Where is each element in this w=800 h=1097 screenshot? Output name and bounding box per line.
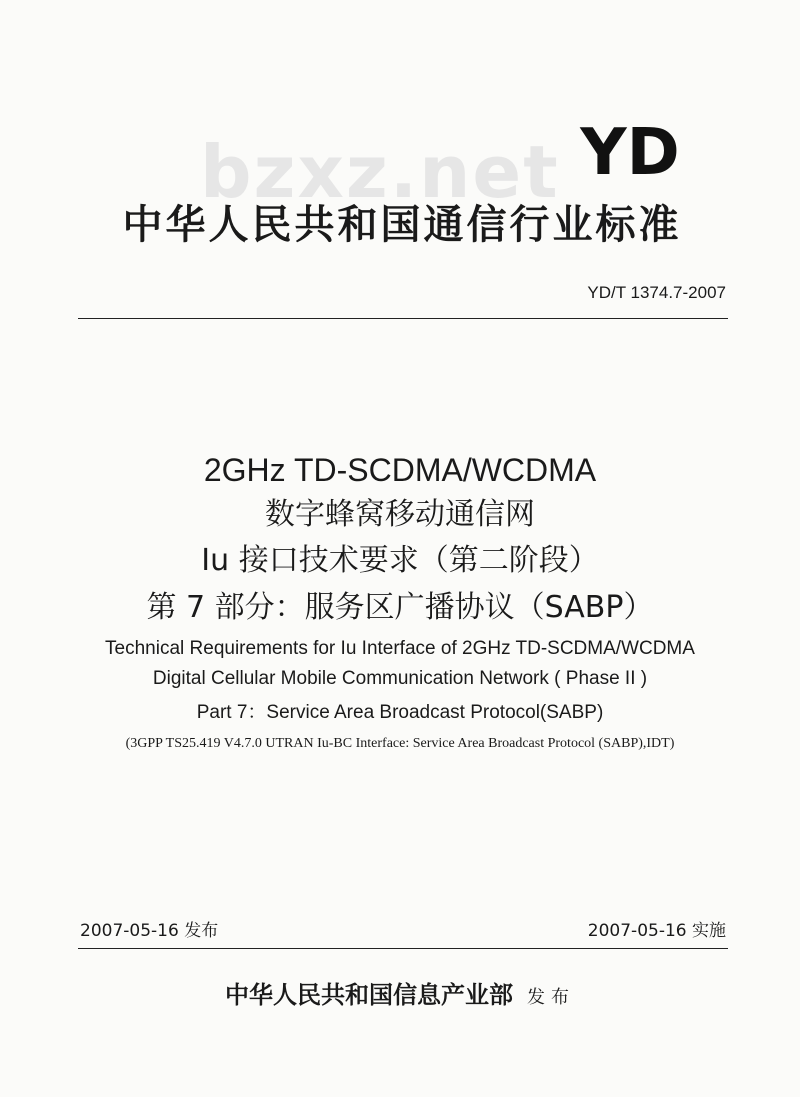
- equivalence-note: (3GPP TS25.419 V4.7.0 UTRAN Iu-BC Interface: Service Area Broadcast Protocol (SABP),IDT): [125, 736, 675, 751]
- header-rule: [78, 318, 728, 319]
- yd-logo: YD: [580, 116, 680, 190]
- publisher-name: 中华人民共和国信息产业部: [225, 980, 513, 1009]
- footer-rule: [78, 948, 728, 949]
- publisher-issued: 发布: [527, 987, 575, 1008]
- title-line-2: 数字蜂窝移动通信网: [265, 497, 535, 532]
- publisher: [180, 975, 620, 1015]
- implementation-date: 2007-05-16 实施: [587, 921, 726, 941]
- title-line-4: 第 7 部分：服务区广播协议（SABP）: [146, 590, 654, 625]
- title-line-3: Iu 接口技术要求（第二阶段）: [201, 543, 599, 578]
- release-date: 2007-05-16 发布: [80, 921, 219, 941]
- agency-title: 中华人民共和国通信行业标准: [122, 202, 682, 248]
- english-title-line-1: Technical Requirements for Iu Interface of 2GHz TD-SCDMA/WCDMA: [105, 638, 695, 659]
- standard-number: YD/T 1374.7-2007: [587, 283, 726, 302]
- english-title-line-2: Digital Cellular Mobile Communication Network ( Phase II ): [152, 668, 648, 689]
- english-title-line-3: Part 7：Service Area Broadcast Protocol(SABP): [196, 702, 604, 723]
- title-line-1: 2GHz TD-SCDMA/WCDMA: [203, 452, 597, 488]
- watermark-text: bzxz.net: [200, 130, 560, 214]
